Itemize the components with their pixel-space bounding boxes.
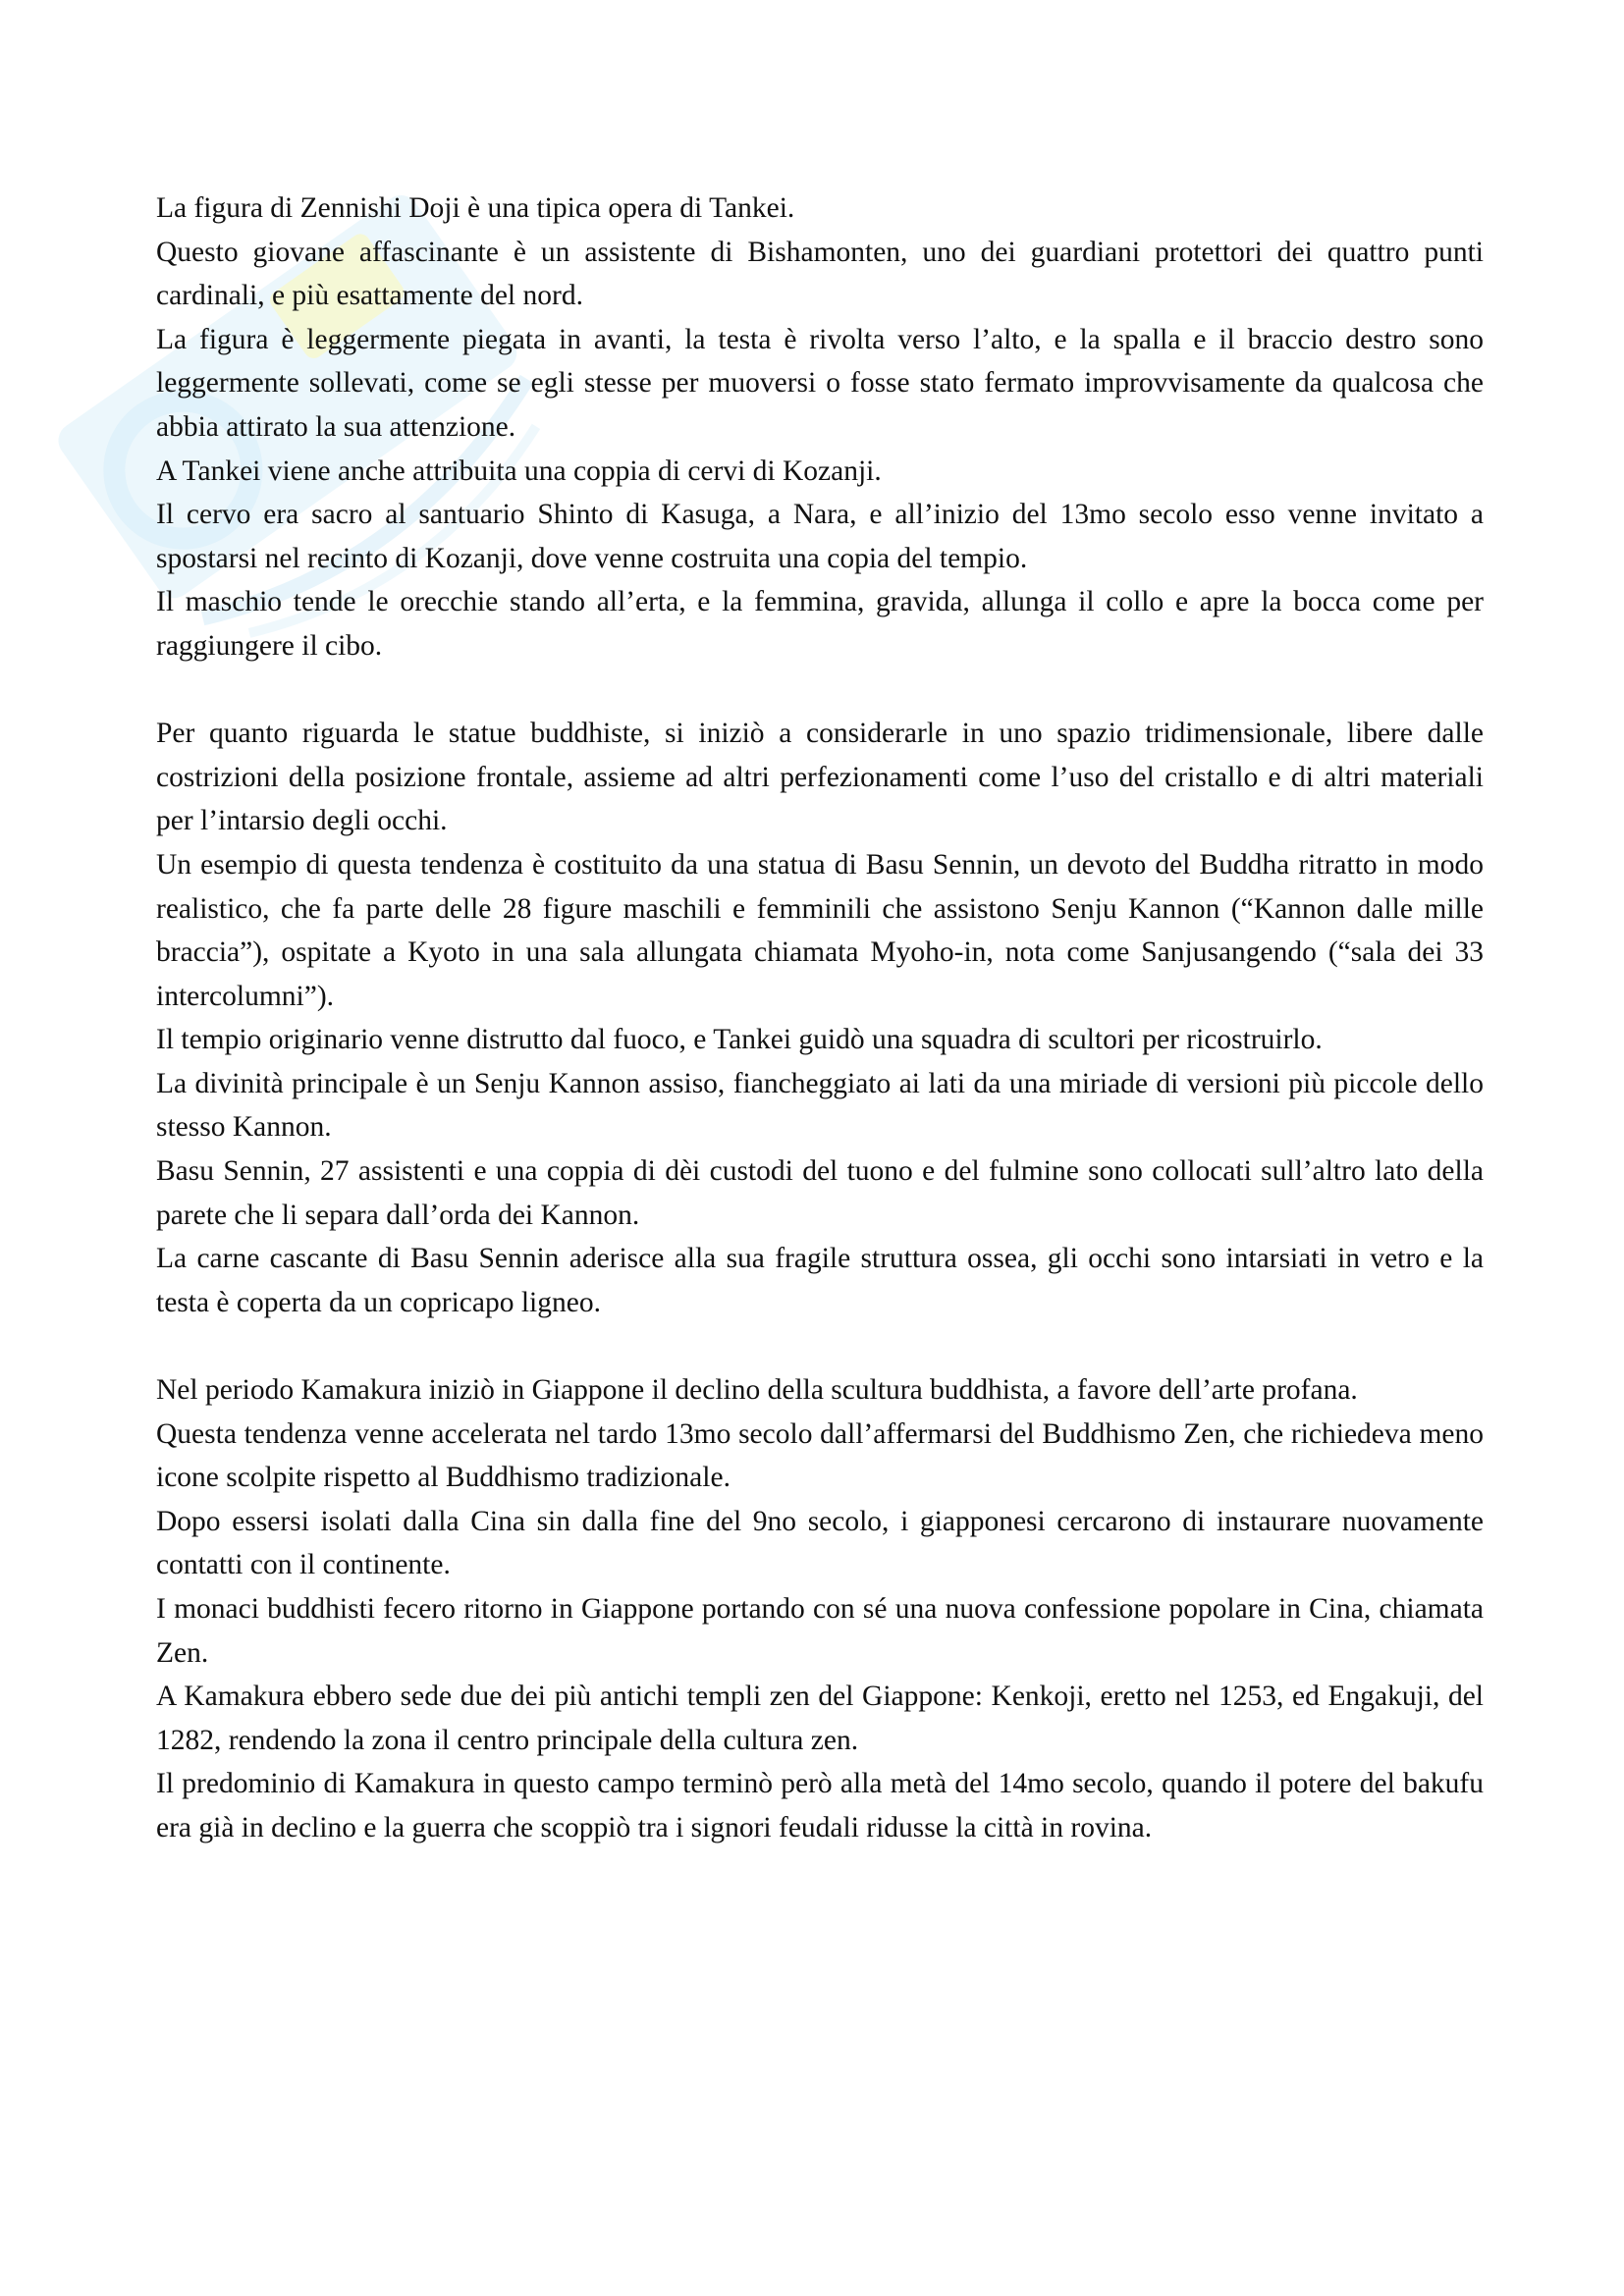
paragraph: Basu Sennin, 27 assistenti e una coppia di dèi custodi del tuono e del fulmine sono collocati sull’altro lato della parete che li separa dall’orda dei Kannon. [156,1155,1484,1231]
paragraph: Il predominio di Kamakura in questo campo terminò però alla metà del 14mo secolo, quando il potere del bakufu era già in declino e la guerra che scoppiò tra i signori feudali ridusse la città in rovina. [156,1768,1484,1843]
paragraph: Per quanto riguarda le statue buddhiste, si iniziò a considerarle in uno spazio tridimensionale, libere dalle costrizioni della posizione frontale, assieme ad altri perfezionamenti come l’uso del cristallo e di altri materiali per l’intarsio degli occhi. [156,718,1484,837]
paragraph: Un esempio di questa tendenza è costituito da una statua di Basu Sennin, un devoto del Buddha ritratto in modo realistico, che fa parte delle 28 figure maschili e femminili che assistono Senju Kannon (“Kannon dalle mille braccia”), ospitate a Kyoto in una sala allungata chiamata Myoho-in, nota come Sanjusangendo (“sala dei 33 intercolumni”). [156,848,1484,1012]
paragraph: Dopo essersi isolati dalla Cina sin dalla fine del 9no secolo, i giapponesi cercarono di instaurare nuovamente contatti con il continente. [156,1505,1484,1581]
paragraph: I monaci buddhisti fecero ritorno in Giappone portando con sé una nuova confessione popolare in Cina, chiamata Zen. [156,1593,1484,1669]
paragraph: Nel periodo Kamakura iniziò in Giappone il declino della scultura buddhista, a favore dell’arte profana. [156,1374,1358,1407]
paragraph-gap [156,668,1484,713]
paragraph: La figura di Zennishi Doji è una tipica opera di Tankei. [156,192,795,224]
paragraph: A Kamakura ebbero sede due dei più antichi templi zen del Giappone: Kenkoji, eretto nel 1253, ed Engakuji, del 1282, rendendo la zona il centro principale della cultura zen. [156,1681,1484,1756]
paragraph: Questo giovane affascinante è un assistente di Bishamonten, uno dei guardiani protettori dei quattro punti cardinali, e più esattamente del nord. [156,236,1484,312]
paragraph: La carne cascante di Basu Sennin aderisce alla sua fragile struttura ossea, gli occhi sono intarsiati in vetro e la testa è coperta da un copricapo ligneo. [156,1243,1484,1318]
paragraph: Il tempio originario venne distrutto dal fuoco, e Tankei guidò una squadra di scultori per ricostruirlo. [156,1024,1323,1056]
paragraph: A Tankei viene anche attribuita una coppia di cervi di Kozanji. [156,454,882,487]
paragraph-gap [156,1324,1484,1368]
paragraph: La figura è leggermente piegata in avanti, la testa è rivolta verso l’alto, e la spalla e il braccio destro sono leggermente sollevati, come se egli stesse per muoversi o fosse stato fermato improvvisamente da qualcosa che abbia attirato la sua attenzione. [156,323,1484,443]
paragraph: La divinità principale è un Senju Kannon assiso, fiancheggiato ai lati da una miriade di versioni più piccole dello stesso Kannon. [156,1067,1484,1144]
paragraph: Il maschio tende le orecchie stando all’erta, e la femmina, gravida, allunga il collo e apre la bocca come per raggiungere il cibo. [156,586,1484,662]
paragraph: Questa tendenza venne accelerata nel tardo 13mo secolo dall’affermarsi del Buddhismo Zen, che richiedeva meno icone scolpite rispetto al Buddhismo tradizionale. [156,1417,1484,1494]
document-body [156,187,1484,1850]
paragraph: Il cervo era sacro al santuario Shinto di Kasuga, a Nara, e all’inizio del 13mo secolo esso venne invitato a spostarsi nel recinto di Kozanji, dove venne costruita una copia del tempio. [156,499,1484,574]
